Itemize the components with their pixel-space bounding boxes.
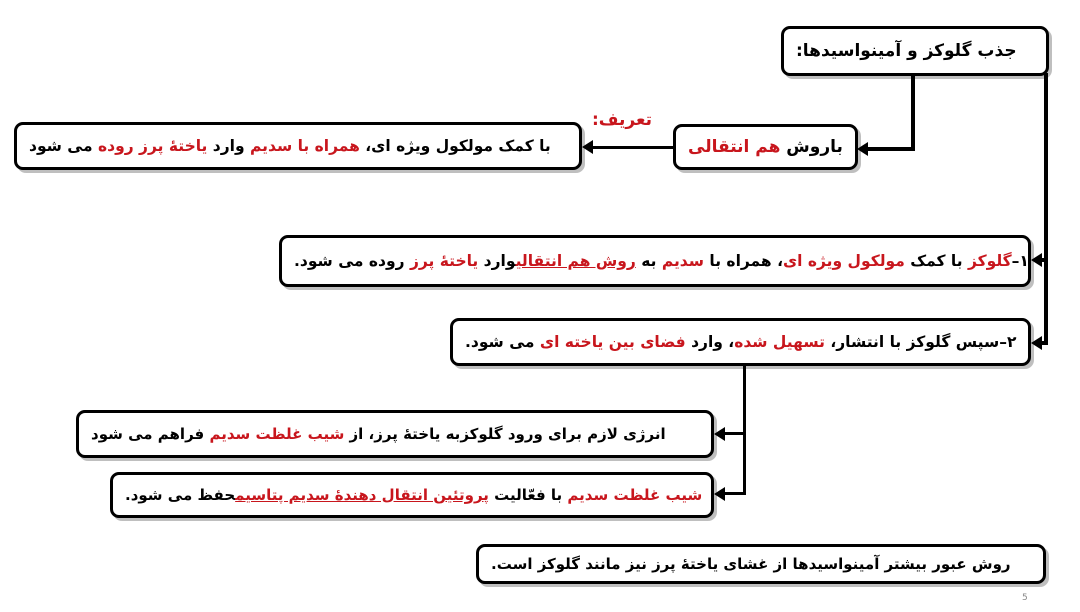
- box-definition: [14, 122, 582, 170]
- box-step-1: [279, 235, 1031, 287]
- connector-main-vertical: [1044, 73, 1048, 345]
- connector-energy: [723, 432, 746, 435]
- box-cotransport: [673, 124, 858, 170]
- connector-top-left: [866, 147, 915, 151]
- box-energy: [76, 410, 714, 458]
- step-1-text: ۱–گلوکز با کمک مولکول ویژه ای، همراه با سدیم به روش هم انتقالیوارد یاختۀ پرز روده می شود.: [294, 252, 1029, 270]
- connector-top-down: [911, 73, 915, 151]
- arrow-to-gradient: [714, 487, 725, 501]
- title-text: جذب گلوکز و آمینواسیدها:: [796, 41, 1017, 61]
- connector-gradient: [723, 492, 746, 495]
- box-sodium-gradient: [110, 472, 714, 518]
- page-number: 5: [1022, 593, 1028, 603]
- box-glucose-amino-absorption: [781, 26, 1049, 76]
- arrow-to-step2: [1031, 336, 1042, 350]
- energy-text: انرژی لازم برای ورود گلوکزبه یاختۀ پرز، از شیب غلظت سدیم فراهم می شود: [91, 425, 666, 443]
- connector-sub-vertical: [743, 366, 746, 495]
- box-step-2: [450, 318, 1031, 366]
- definition-text: با کمک مولکول ویژه ای، همراه با سدیم وارد یاختۀ پرز روده می شود: [29, 137, 551, 155]
- box-amino-acids: [476, 544, 1046, 584]
- amino-text: روش عبور بیشتر آمینواسیدها از غشای یاختۀ پرز نیز مانند گلوکز است.: [491, 555, 1011, 573]
- gradient-text: شیب غلظت سدیم با فعّالیت پروتئین انتقال دهندۀ سدیم پتاسیمحفظ می شود.: [125, 486, 703, 504]
- definition-label: تعریف:: [592, 110, 652, 130]
- connector-def: [591, 146, 673, 149]
- cotransport-label: باروش هم انتقالی: [688, 137, 843, 157]
- arrow-to-energy: [714, 427, 725, 441]
- arrow-to-cotransport: [857, 142, 868, 156]
- arrow-to-step1: [1031, 253, 1042, 267]
- step-2-text: ۲–سپس گلوکز با انتشار، تسهیل شده، وارد فضای بین یاخته ای می شود.: [465, 333, 1017, 351]
- arrow-to-definition: [582, 140, 593, 154]
